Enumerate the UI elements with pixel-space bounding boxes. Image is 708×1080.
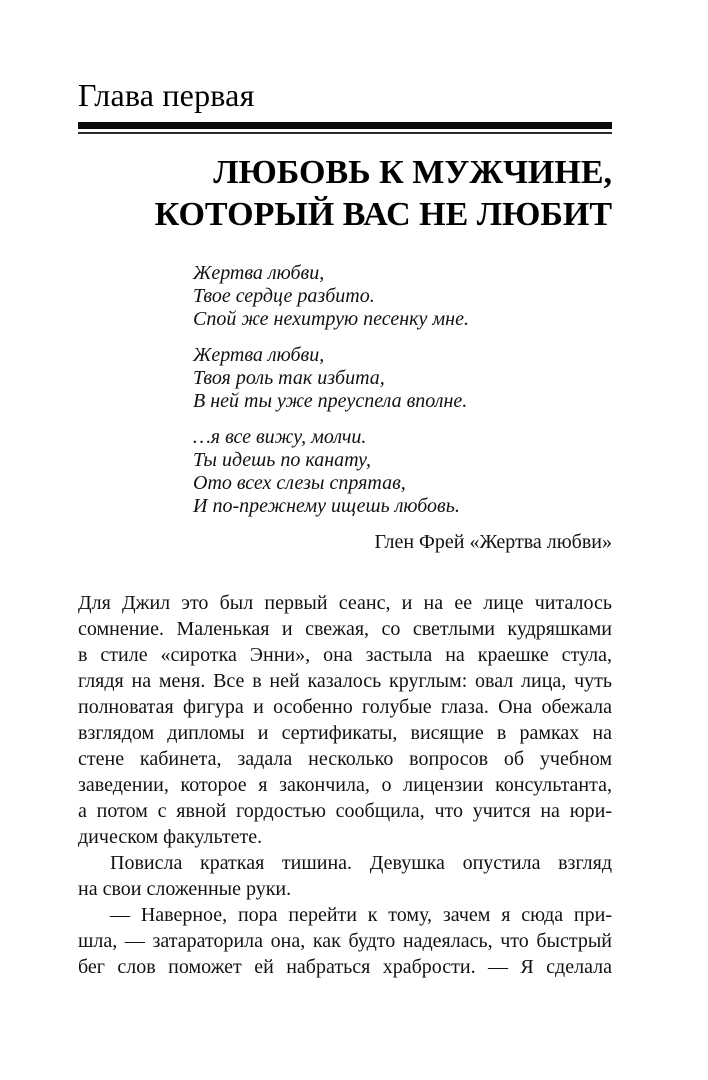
body-line: в стиле «сиротка Энни», она застыла на краешке стула,	[78, 644, 612, 666]
poem-line: Спой же нехитрую песенку мне.	[193, 308, 469, 330]
poem-stanza	[193, 262, 612, 331]
chapter-title-line: ЛЮБОВЬ К МУЖЧИНЕ,	[213, 154, 612, 191]
body-line: а потом с явной гордостью сообщила, что учится на юри-	[78, 800, 612, 822]
epigraph-stanzas	[193, 262, 612, 518]
poem-line: Твоя роль так избита,	[193, 367, 385, 389]
poem-line: В ней ты уже преуспела вполне.	[193, 390, 468, 412]
chapter-heading: Глава первая	[78, 77, 255, 113]
body-line: полноватая фигура и особенно голубые глаза. Она обежала	[78, 696, 612, 718]
poem-line: Жертва любви,	[193, 262, 325, 284]
poem-line: Ты идешь по канату,	[193, 449, 371, 471]
body-line: Для Джил это был первый сеанс, и на ее лице читалось	[78, 592, 612, 614]
poem-line: И по-прежнему ищешь любовь.	[193, 495, 460, 517]
body-line: бег слов поможет ей набраться храбрости. — Я сделала	[78, 956, 612, 978]
body-line: заведении, которое я закончила, о лицензии консультанта,	[78, 774, 612, 796]
poem-line: …я все вижу, молчи.	[193, 426, 367, 448]
poem-stanza	[193, 344, 612, 413]
poem-line: Твое сердце разбито.	[193, 285, 375, 307]
body-line: глядя на меня. Все в ней казалось круглым: овал лица, чуть	[78, 670, 612, 692]
poem-attribution: Глен Фрей «Жертва любви»	[374, 531, 612, 553]
body-line: стене кабинета, задала несколько вопросов об учебном	[78, 748, 612, 770]
chapter-rule-divider	[78, 122, 612, 134]
body-line: дическом факультете.	[78, 826, 263, 848]
poem-line: Жертва любви,	[193, 344, 325, 366]
poem-line: Ото всех слезы спрятав,	[193, 472, 406, 494]
chapter-title	[78, 152, 612, 236]
body-text	[78, 590, 612, 980]
paragraph	[78, 850, 612, 902]
paragraph	[78, 902, 612, 980]
body-line: взглядом дипломы и сертификаты, висящие в рамках на	[78, 722, 612, 744]
body-line: шла, — затараторила она, как будто надеялась, что быстрый	[78, 930, 612, 952]
paragraph	[78, 590, 612, 850]
body-line: — Наверное, пора перейти к тому, зачем я сюда при-	[110, 904, 612, 926]
body-line: Повисла краткая тишина. Девушка опустила взгляд	[110, 852, 612, 874]
epigraph	[78, 262, 612, 554]
poem-stanza	[193, 426, 612, 518]
body-line: сомнение. Маленькая и свежая, со светлыми кудряшками	[78, 618, 612, 640]
chapter-title-line: КОТОРЫЙ ВАС НЕ ЛЮБИТ	[154, 196, 612, 233]
body-line: на свои сложенные руки.	[78, 878, 292, 900]
